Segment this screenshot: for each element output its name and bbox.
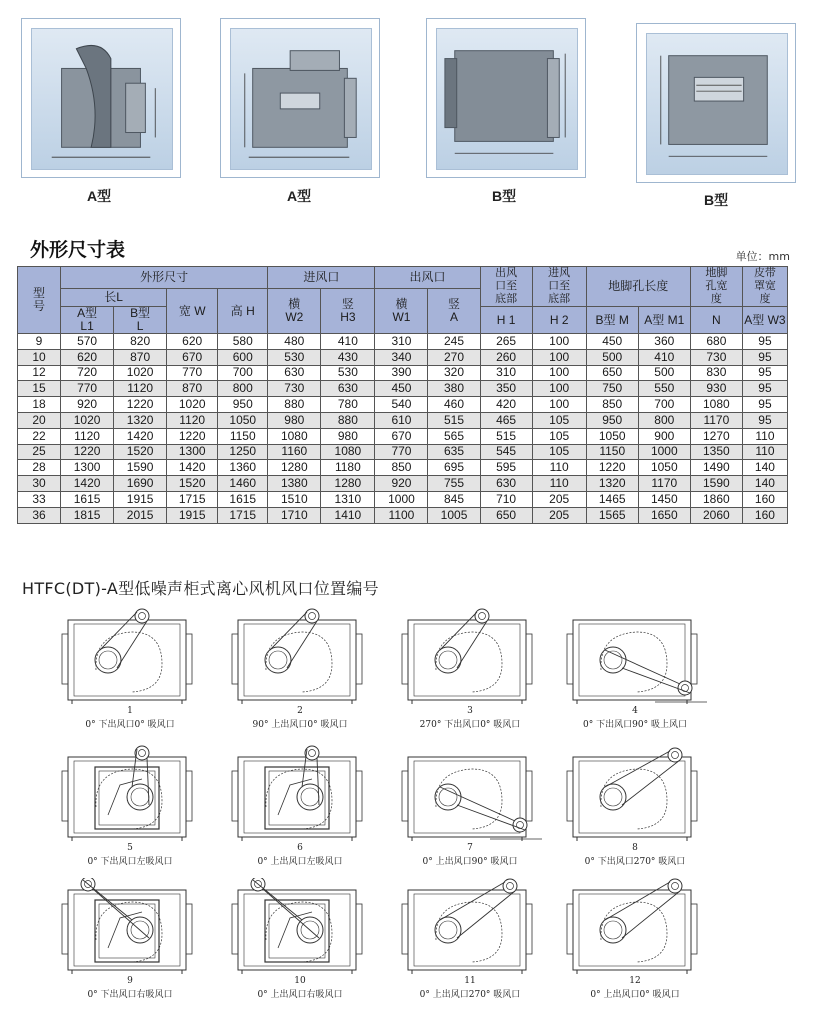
table-cell: 1565 bbox=[586, 507, 638, 523]
table-cell: 1220 bbox=[586, 460, 638, 476]
table-cell: 1080 bbox=[268, 428, 321, 444]
table-cell: 410 bbox=[638, 349, 690, 365]
table-row bbox=[18, 365, 788, 381]
table-cell: 1420 bbox=[114, 428, 167, 444]
table-cell: 460 bbox=[428, 397, 480, 413]
table-cell: 1020 bbox=[167, 397, 218, 413]
table-cell: 2015 bbox=[114, 507, 167, 523]
table-cell: 360 bbox=[638, 334, 690, 350]
header-w1: 横 W1 bbox=[375, 289, 428, 334]
table-cell: 1150 bbox=[586, 444, 638, 460]
table-cell: 820 bbox=[114, 334, 167, 350]
table-cell: 750 bbox=[586, 381, 638, 397]
table-cell: 880 bbox=[321, 412, 375, 428]
table-cell: 695 bbox=[428, 460, 480, 476]
photo-caption-3: B型 bbox=[492, 188, 517, 204]
diagram-number: 10 bbox=[294, 976, 306, 986]
table-cell: 95 bbox=[742, 365, 787, 381]
table-cell: 1000 bbox=[375, 491, 428, 507]
diagram-number: 8 bbox=[632, 843, 638, 853]
table-row bbox=[18, 507, 788, 523]
fan-outlet-diagram bbox=[555, 608, 715, 708]
model-cell: 20 bbox=[18, 412, 61, 428]
header-a: 竖 A bbox=[428, 289, 480, 334]
table-cell: 680 bbox=[690, 334, 742, 350]
table-cell: 800 bbox=[638, 412, 690, 428]
table-cell: 545 bbox=[480, 444, 532, 460]
header-a-w3: A型 W3 bbox=[742, 307, 787, 334]
fan-outlet-diagram bbox=[50, 608, 210, 708]
table-cell: 1420 bbox=[167, 460, 218, 476]
table-cell: 1300 bbox=[61, 460, 114, 476]
table-cell: 1250 bbox=[218, 444, 268, 460]
table-cell: 630 bbox=[321, 381, 375, 397]
fan-diagram-8 bbox=[555, 745, 715, 865]
header-h1: H 1 bbox=[480, 307, 532, 334]
header-b-type-l: B型 L bbox=[114, 307, 167, 334]
fan-outlet-diagram bbox=[555, 745, 715, 845]
table-cell: 140 bbox=[742, 476, 787, 492]
fan-diagram-9 bbox=[50, 878, 210, 998]
table-row bbox=[18, 476, 788, 492]
table-cell: 1510 bbox=[268, 491, 321, 507]
diagram-number: 11 bbox=[464, 976, 476, 986]
table-cell: 480 bbox=[268, 334, 321, 350]
header-b-m: B型 M bbox=[586, 307, 638, 334]
fan-diagram-10 bbox=[220, 878, 380, 998]
header-outlet-to-bottom: 出风口至底部 bbox=[480, 267, 532, 307]
diagram-number: 1 bbox=[127, 706, 133, 716]
table-row bbox=[18, 491, 788, 507]
table-cell: 1170 bbox=[690, 412, 742, 428]
table-body bbox=[18, 334, 788, 524]
table-cell: 650 bbox=[480, 507, 532, 523]
table-cell: 920 bbox=[375, 476, 428, 492]
table-cell: 600 bbox=[218, 349, 268, 365]
table-cell: 1160 bbox=[268, 444, 321, 460]
table-cell: 450 bbox=[586, 334, 638, 350]
table-cell: 1860 bbox=[690, 491, 742, 507]
diagram-number: 12 bbox=[629, 976, 641, 986]
table-cell: 540 bbox=[375, 397, 428, 413]
table-cell: 580 bbox=[218, 334, 268, 350]
diagram-caption: 0° 上出风口右吸风口 bbox=[257, 990, 343, 1000]
table-cell: 755 bbox=[428, 476, 480, 492]
table-cell: 110 bbox=[742, 428, 787, 444]
table-cell: 1615 bbox=[218, 491, 268, 507]
table-cell: 1150 bbox=[218, 428, 268, 444]
table-cell: 870 bbox=[114, 349, 167, 365]
table-cell: 1005 bbox=[428, 507, 480, 523]
fan-outlet-diagram bbox=[220, 745, 380, 845]
table-cell: 380 bbox=[428, 381, 480, 397]
header-h3: 竖 H3 bbox=[321, 289, 375, 334]
table-cell: 700 bbox=[218, 365, 268, 381]
table-cell: 1000 bbox=[638, 444, 690, 460]
table-row bbox=[18, 334, 788, 350]
fan-outlet-diagram bbox=[220, 878, 380, 978]
table-cell: 1380 bbox=[268, 476, 321, 492]
table-cell: 205 bbox=[532, 491, 586, 507]
table-cell: 930 bbox=[690, 381, 742, 397]
diagram-caption: 0° 下出风口右吸风口 bbox=[87, 990, 173, 1000]
table-cell: 950 bbox=[218, 397, 268, 413]
model-cell: 22 bbox=[18, 428, 61, 444]
table-cell: 1520 bbox=[167, 476, 218, 492]
table-cell: 340 bbox=[375, 349, 428, 365]
fan-outlet-diagram bbox=[50, 745, 210, 845]
table-cell: 650 bbox=[586, 365, 638, 381]
table-cell: 620 bbox=[61, 349, 114, 365]
table-cell: 1590 bbox=[690, 476, 742, 492]
table-cell: 265 bbox=[480, 334, 532, 350]
model-cell: 33 bbox=[18, 491, 61, 507]
table-cell: 95 bbox=[742, 349, 787, 365]
model-cell: 12 bbox=[18, 365, 61, 381]
table-cell: 530 bbox=[268, 349, 321, 365]
model-cell: 15 bbox=[18, 381, 61, 397]
diagram-number: 3 bbox=[467, 706, 473, 716]
header-model: 型号 bbox=[18, 267, 61, 334]
diagram-caption: 0° 上出风口270° 吸风口 bbox=[419, 990, 521, 1000]
table-cell: 980 bbox=[321, 428, 375, 444]
table-cell: 1650 bbox=[638, 507, 690, 523]
fan-diagram-12 bbox=[555, 878, 715, 998]
table-cell: 1270 bbox=[690, 428, 742, 444]
table-row bbox=[18, 349, 788, 365]
photo-caption-1: A型 bbox=[87, 188, 112, 204]
table-cell: 110 bbox=[532, 460, 586, 476]
fan-cabinet-image bbox=[647, 34, 787, 174]
table-cell: 105 bbox=[532, 444, 586, 460]
diagram-caption: 0° 下出风口270° 吸风口 bbox=[584, 857, 686, 867]
table-cell: 1465 bbox=[586, 491, 638, 507]
table-cell: 1420 bbox=[61, 476, 114, 492]
table-cell: 2060 bbox=[690, 507, 742, 523]
photo-caption-4: B型 bbox=[704, 192, 729, 208]
table-cell: 270 bbox=[428, 349, 480, 365]
table-cell: 830 bbox=[690, 365, 742, 381]
table-cell: 1350 bbox=[690, 444, 742, 460]
header-h2: H 2 bbox=[532, 307, 586, 334]
table-cell: 1460 bbox=[218, 476, 268, 492]
table-cell: 720 bbox=[61, 365, 114, 381]
model-cell: 9 bbox=[18, 334, 61, 350]
table-cell: 850 bbox=[586, 397, 638, 413]
table-cell: 100 bbox=[532, 349, 586, 365]
table-cell: 500 bbox=[638, 365, 690, 381]
fan-diagram-2 bbox=[220, 608, 380, 728]
table-cell: 140 bbox=[742, 460, 787, 476]
table-cell: 160 bbox=[742, 491, 787, 507]
table-cell: 260 bbox=[480, 349, 532, 365]
table-cell: 1815 bbox=[61, 507, 114, 523]
model-cell: 28 bbox=[18, 460, 61, 476]
table-cell: 1915 bbox=[114, 491, 167, 507]
header-foot-hole-width: 地脚孔宽度 bbox=[690, 267, 742, 307]
table-cell: 845 bbox=[428, 491, 480, 507]
table-cell: 100 bbox=[532, 334, 586, 350]
table-cell: 1715 bbox=[167, 491, 218, 507]
header-foot-hole-length: 地脚孔长度 bbox=[586, 267, 690, 307]
fan-diagram-1 bbox=[50, 608, 210, 728]
header-height: 高 H bbox=[218, 289, 268, 334]
table-cell: 1690 bbox=[114, 476, 167, 492]
dimension-table bbox=[17, 266, 788, 524]
fan-outlet-diagram bbox=[220, 608, 380, 708]
diagram-caption: 0° 上出风口左吸风口 bbox=[257, 857, 343, 867]
table-cell: 515 bbox=[428, 412, 480, 428]
table-cell: 100 bbox=[532, 365, 586, 381]
table-cell: 450 bbox=[375, 381, 428, 397]
table-cell: 1280 bbox=[321, 476, 375, 492]
table-cell: 500 bbox=[586, 349, 638, 365]
table-cell: 100 bbox=[532, 397, 586, 413]
fan-diagram-3 bbox=[390, 608, 550, 728]
table-cell: 310 bbox=[480, 365, 532, 381]
table-cell: 800 bbox=[218, 381, 268, 397]
fan-outlet-diagram bbox=[390, 745, 550, 845]
header-a-type-l1: A型 L1 bbox=[61, 307, 114, 334]
table-cell: 1715 bbox=[218, 507, 268, 523]
table-cell: 770 bbox=[375, 444, 428, 460]
table-cell: 1050 bbox=[218, 412, 268, 428]
table-cell: 515 bbox=[480, 428, 532, 444]
diagram-caption: 0° 下出风口0° 吸风口 bbox=[85, 720, 175, 730]
table-cell: 530 bbox=[321, 365, 375, 381]
diagram-number: 9 bbox=[127, 976, 133, 986]
table-cell: 310 bbox=[375, 334, 428, 350]
table-title: 外形尺寸表 bbox=[30, 239, 126, 261]
fan-outlet-diagram bbox=[390, 608, 550, 708]
fan-diagram-6 bbox=[220, 745, 380, 865]
table-cell: 105 bbox=[532, 428, 586, 444]
table-cell: 350 bbox=[480, 381, 532, 397]
table-row bbox=[18, 428, 788, 444]
table-cell: 1320 bbox=[114, 412, 167, 428]
fan-outlet-diagram bbox=[390, 878, 550, 978]
table-cell: 880 bbox=[268, 397, 321, 413]
model-cell: 25 bbox=[18, 444, 61, 460]
model-cell: 18 bbox=[18, 397, 61, 413]
table-cell: 1020 bbox=[61, 412, 114, 428]
table-cell: 770 bbox=[61, 381, 114, 397]
header-n: N bbox=[690, 307, 742, 334]
table-cell: 1220 bbox=[61, 444, 114, 460]
fan-diagram-4 bbox=[555, 608, 715, 728]
table-cell: 1300 bbox=[167, 444, 218, 460]
table-cell: 465 bbox=[480, 412, 532, 428]
header-outline: 外形尺寸 bbox=[61, 267, 268, 289]
table-cell: 1100 bbox=[375, 507, 428, 523]
fan-outlet-diagram bbox=[555, 878, 715, 978]
diagram-caption: 270° 下出风口0° 吸风口 bbox=[419, 720, 521, 730]
table-cell: 950 bbox=[586, 412, 638, 428]
header-w2: 横 W2 bbox=[268, 289, 321, 334]
table-row bbox=[18, 397, 788, 413]
model-cell: 10 bbox=[18, 349, 61, 365]
table-cell: 390 bbox=[375, 365, 428, 381]
table-cell: 550 bbox=[638, 381, 690, 397]
table-cell: 1050 bbox=[586, 428, 638, 444]
model-cell: 30 bbox=[18, 476, 61, 492]
table-cell: 1180 bbox=[321, 460, 375, 476]
table-cell: 95 bbox=[742, 397, 787, 413]
table-cell: 1490 bbox=[690, 460, 742, 476]
table-cell: 635 bbox=[428, 444, 480, 460]
diagram-number: 4 bbox=[632, 706, 638, 716]
fan-cabinet-image bbox=[231, 29, 371, 169]
table-cell: 700 bbox=[638, 397, 690, 413]
diagram-caption: 0° 上出风口90° 吸风口 bbox=[422, 857, 518, 867]
table-cell: 1170 bbox=[638, 476, 690, 492]
fan-outlet-diagram bbox=[50, 878, 210, 978]
table-cell: 620 bbox=[167, 334, 218, 350]
table-cell: 1320 bbox=[586, 476, 638, 492]
header-belt-cover-width: 皮带罩宽度 bbox=[742, 267, 787, 307]
header-outlet: 出风口 bbox=[375, 267, 480, 289]
table-cell: 430 bbox=[321, 349, 375, 365]
table-cell: 160 bbox=[742, 507, 787, 523]
table-cell: 1410 bbox=[321, 507, 375, 523]
table-cell: 95 bbox=[742, 381, 787, 397]
table-cell: 1310 bbox=[321, 491, 375, 507]
diagram-caption: 0° 上出风口0° 吸风口 bbox=[590, 990, 680, 1000]
table-cell: 1080 bbox=[690, 397, 742, 413]
table-cell: 1120 bbox=[114, 381, 167, 397]
table-cell: 105 bbox=[532, 412, 586, 428]
table-cell: 730 bbox=[690, 349, 742, 365]
table-cell: 1120 bbox=[167, 412, 218, 428]
table-cell: 780 bbox=[321, 397, 375, 413]
header-inlet-to-bottom: 进风口至底部 bbox=[532, 267, 586, 307]
table-row bbox=[18, 444, 788, 460]
table-cell: 100 bbox=[532, 381, 586, 397]
table-cell: 1450 bbox=[638, 491, 690, 507]
table-cell: 1590 bbox=[114, 460, 167, 476]
table-cell: 920 bbox=[61, 397, 114, 413]
diagram-caption: 0° 下出风口90° 吸上风口 bbox=[583, 720, 687, 730]
table-row bbox=[18, 381, 788, 397]
table-cell: 980 bbox=[268, 412, 321, 428]
table-cell: 1120 bbox=[61, 428, 114, 444]
table-cell: 420 bbox=[480, 397, 532, 413]
header-length: 长L bbox=[61, 289, 167, 307]
diagram-number: 2 bbox=[297, 706, 303, 716]
table-cell: 1080 bbox=[321, 444, 375, 460]
table-cell: 95 bbox=[742, 412, 787, 428]
table-cell: 670 bbox=[167, 349, 218, 365]
table-cell: 110 bbox=[742, 444, 787, 460]
fan-cabinet-image bbox=[437, 29, 577, 169]
diagram-number: 7 bbox=[467, 843, 473, 853]
header-inlet: 进风口 bbox=[268, 267, 375, 289]
table-cell: 850 bbox=[375, 460, 428, 476]
photo-a-type-2 bbox=[220, 18, 380, 178]
table-cell: 320 bbox=[428, 365, 480, 381]
model-cell: 36 bbox=[18, 507, 61, 523]
table-cell: 770 bbox=[167, 365, 218, 381]
table-cell: 1020 bbox=[114, 365, 167, 381]
fan-cabinet-image bbox=[32, 29, 172, 169]
table-cell: 595 bbox=[480, 460, 532, 476]
table-cell: 1360 bbox=[218, 460, 268, 476]
diagram-caption: 0° 下出风口左吸风口 bbox=[87, 857, 173, 867]
photo-caption-2: A型 bbox=[287, 188, 312, 204]
table-cell: 410 bbox=[321, 334, 375, 350]
fan-diagram-7 bbox=[390, 745, 550, 865]
table-cell: 95 bbox=[742, 334, 787, 350]
table-cell: 870 bbox=[167, 381, 218, 397]
diagram-section-title: HTFC(DT)-A型低噪声柜式离心风机风口位置编号 bbox=[22, 579, 379, 598]
photo-a-type-1 bbox=[21, 18, 181, 178]
table-row bbox=[18, 412, 788, 428]
table-cell: 565 bbox=[428, 428, 480, 444]
table-cell: 245 bbox=[428, 334, 480, 350]
table-cell: 1520 bbox=[114, 444, 167, 460]
table-row bbox=[18, 460, 788, 476]
table-cell: 1220 bbox=[114, 397, 167, 413]
table-cell: 110 bbox=[532, 476, 586, 492]
diagram-caption: 90° 上出风口0° 吸风口 bbox=[252, 720, 348, 730]
photo-b-type-2 bbox=[636, 23, 796, 183]
diagram-number: 6 bbox=[297, 843, 303, 853]
table-cell: 1915 bbox=[167, 507, 218, 523]
table-cell: 730 bbox=[268, 381, 321, 397]
unit-note: 单位：mm bbox=[735, 250, 790, 263]
header-a-m1: A型 M1 bbox=[638, 307, 690, 334]
table-cell: 670 bbox=[375, 428, 428, 444]
table-cell: 570 bbox=[61, 334, 114, 350]
table-cell: 1220 bbox=[167, 428, 218, 444]
table-cell: 630 bbox=[480, 476, 532, 492]
table-cell: 1050 bbox=[638, 460, 690, 476]
table-cell: 1710 bbox=[268, 507, 321, 523]
table-cell: 900 bbox=[638, 428, 690, 444]
table-cell: 205 bbox=[532, 507, 586, 523]
table-cell: 610 bbox=[375, 412, 428, 428]
fan-diagram-5 bbox=[50, 745, 210, 865]
table-cell: 630 bbox=[268, 365, 321, 381]
table-cell: 1280 bbox=[268, 460, 321, 476]
fan-diagram-11 bbox=[390, 878, 550, 998]
diagram-number: 5 bbox=[127, 843, 133, 853]
table-cell: 710 bbox=[480, 491, 532, 507]
header-width: 宽 W bbox=[167, 289, 218, 334]
table-cell: 1615 bbox=[61, 491, 114, 507]
photo-b-type-1 bbox=[426, 18, 586, 178]
